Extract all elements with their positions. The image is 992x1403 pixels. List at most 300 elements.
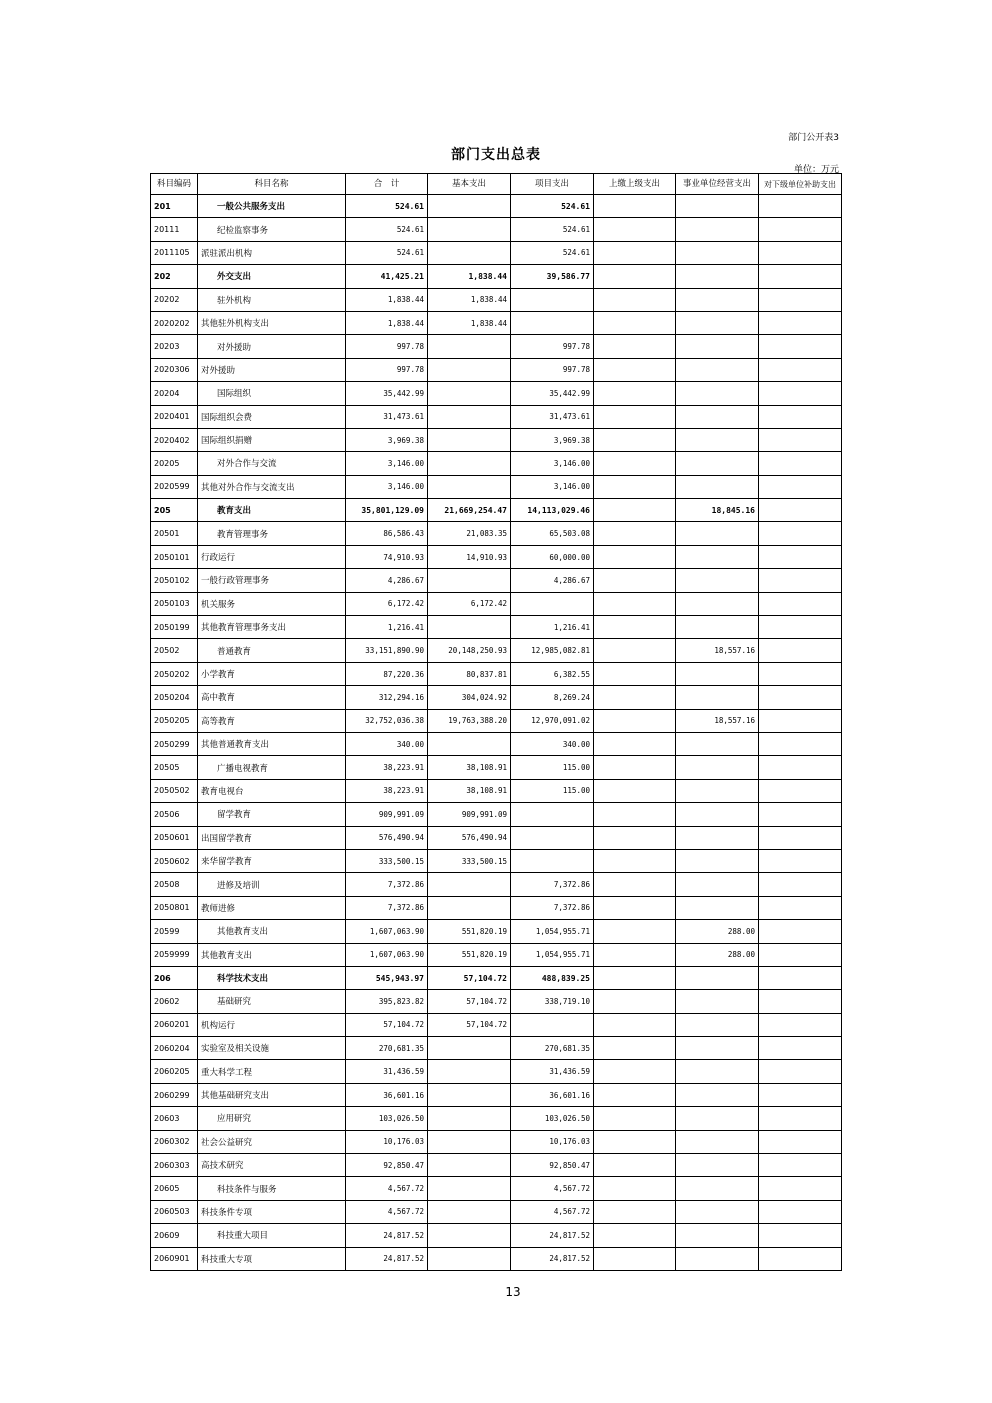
cell-business (676, 1177, 759, 1200)
cell-basic: 80,837.81 (428, 662, 511, 685)
cell-subsidy (759, 966, 842, 989)
table-row (151, 358, 842, 381)
cell-subsidy (759, 218, 842, 241)
cell-subsidy (759, 1247, 842, 1270)
cell-name: 高等教育 (198, 709, 346, 732)
cell-name: 国际组织捐赠 (198, 428, 346, 451)
cell-basic: 6,172.42 (428, 592, 511, 615)
cell-name: 纪检监察事务 (198, 218, 346, 241)
cell-basic (428, 1060, 511, 1083)
cell-name: 教育支出 (198, 499, 346, 522)
cell-total: 3,969.38 (346, 428, 428, 451)
cell-business (676, 522, 759, 545)
cell-upper (594, 732, 676, 755)
cell-upper (594, 195, 676, 218)
table-row (151, 1130, 842, 1153)
cell-total: 31,473.61 (346, 405, 428, 428)
cell-business: 18,845.16 (676, 499, 759, 522)
unit-label: 单位：万元 (793, 165, 839, 175)
cell-business (676, 1083, 759, 1106)
cell-subsidy (759, 1130, 842, 1153)
cell-basic (428, 873, 511, 896)
cell-code: 20202 (151, 288, 198, 311)
cell-project: 7,372.86 (511, 896, 594, 919)
cell-business: 288.00 (676, 920, 759, 943)
table-row (151, 873, 842, 896)
cell-total: 36,601.16 (346, 1083, 428, 1106)
cell-subsidy (759, 335, 842, 358)
cell-total: 41,425.21 (346, 265, 428, 288)
cell-upper (594, 966, 676, 989)
cell-name: 其他对外合作与交流支出 (198, 475, 346, 498)
table-row (151, 428, 842, 451)
cell-subsidy (759, 803, 842, 826)
cell-basic: 1,838.44 (428, 288, 511, 311)
cell-upper (594, 1130, 676, 1153)
cell-code: 205 (151, 499, 198, 522)
cell-upper (594, 452, 676, 475)
cell-project: 997.78 (511, 335, 594, 358)
cell-subsidy (759, 896, 842, 919)
cell-total: 395,823.82 (346, 990, 428, 1013)
cell-code: 206 (151, 966, 198, 989)
cell-subsidy (759, 686, 842, 709)
table-row (151, 288, 842, 311)
cell-basic (428, 1247, 511, 1270)
cell-code: 2050202 (151, 662, 198, 685)
cell-business (676, 1013, 759, 1036)
cell-project (511, 311, 594, 334)
cell-business (676, 896, 759, 919)
cell-upper (594, 265, 676, 288)
cell-upper (594, 826, 676, 849)
cell-name: 留学教育 (198, 803, 346, 826)
cell-subsidy (759, 311, 842, 334)
cell-upper (594, 569, 676, 592)
cell-project (511, 1013, 594, 1036)
cell-upper (594, 475, 676, 498)
cell-name: 对外援助 (198, 335, 346, 358)
cell-code: 2050299 (151, 732, 198, 755)
cell-upper (594, 756, 676, 779)
cell-basic (428, 1177, 511, 1200)
cell-code: 2020202 (151, 311, 198, 334)
cell-subsidy (759, 428, 842, 451)
cell-total: 524.61 (346, 241, 428, 264)
cell-basic: 20,148,250.93 (428, 639, 511, 662)
cell-business: 18,557.16 (676, 639, 759, 662)
cell-business (676, 1107, 759, 1130)
cell-basic: 304,024.92 (428, 686, 511, 709)
cell-basic (428, 896, 511, 919)
cell-upper (594, 405, 676, 428)
cell-project: 3,146.00 (511, 452, 594, 475)
cell-upper (594, 522, 676, 545)
cell-total: 576,490.94 (346, 826, 428, 849)
cell-code: 20501 (151, 522, 198, 545)
cell-subsidy (759, 545, 842, 568)
cell-total: 7,372.86 (346, 896, 428, 919)
cell-upper (594, 686, 676, 709)
table-row (151, 218, 842, 241)
cell-project: 12,970,091.02 (511, 709, 594, 732)
cell-project: 10,176.03 (511, 1130, 594, 1153)
table-row (151, 943, 842, 966)
cell-upper (594, 616, 676, 639)
cell-basic: 57,104.72 (428, 1013, 511, 1036)
cell-project: 103,026.50 (511, 1107, 594, 1130)
cell-code: 20205 (151, 452, 198, 475)
cell-upper (594, 358, 676, 381)
cell-project: 1,216.41 (511, 616, 594, 639)
cell-basic (428, 569, 511, 592)
cell-upper (594, 1107, 676, 1130)
cell-basic (428, 335, 511, 358)
cell-subsidy (759, 195, 842, 218)
table-row (151, 990, 842, 1013)
cell-basic: 19,763,388.20 (428, 709, 511, 732)
cell-code: 2050205 (151, 709, 198, 732)
cell-project: 65,503.08 (511, 522, 594, 545)
page-number: 13 (505, 1285, 521, 1299)
cell-name: 其他基础研究支出 (198, 1083, 346, 1106)
cell-basic (428, 1130, 511, 1153)
cell-upper (594, 849, 676, 872)
table-row (151, 1154, 842, 1177)
cell-name: 科技条件专项 (198, 1200, 346, 1223)
cell-upper (594, 920, 676, 943)
cell-total: 997.78 (346, 335, 428, 358)
cell-upper (594, 545, 676, 568)
cell-project: 270,681.35 (511, 1037, 594, 1060)
header-business: 事业单位经营支出 (676, 174, 759, 195)
cell-project: 36,601.16 (511, 1083, 594, 1106)
cell-code: 2050502 (151, 779, 198, 802)
cell-business (676, 1224, 759, 1247)
cell-project: 31,473.61 (511, 405, 594, 428)
cell-code: 201 (151, 195, 198, 218)
cell-project: 35,442.99 (511, 382, 594, 405)
cell-basic (428, 195, 511, 218)
cell-business (676, 1200, 759, 1223)
cell-project: 39,586.77 (511, 265, 594, 288)
cell-project: 3,146.00 (511, 475, 594, 498)
cell-basic (428, 452, 511, 475)
cell-basic (428, 241, 511, 264)
cell-total: 32,752,036.38 (346, 709, 428, 732)
cell-business (676, 288, 759, 311)
cell-code: 20204 (151, 382, 198, 405)
cell-name: 进修及培训 (198, 873, 346, 896)
cell-name: 社会公益研究 (198, 1130, 346, 1153)
cell-business: 18,557.16 (676, 709, 759, 732)
cell-business (676, 966, 759, 989)
cell-code: 20505 (151, 756, 198, 779)
cell-project: 24,817.52 (511, 1247, 594, 1270)
cell-total: 909,991.09 (346, 803, 428, 826)
cell-code: 2020402 (151, 428, 198, 451)
cell-business (676, 475, 759, 498)
table-row (151, 686, 842, 709)
cell-upper (594, 382, 676, 405)
cell-code: 20602 (151, 990, 198, 1013)
cell-upper (594, 1177, 676, 1200)
cell-project (511, 803, 594, 826)
cell-basic (428, 428, 511, 451)
form-number: 部门公开表3 (788, 133, 839, 143)
cell-business (676, 265, 759, 288)
cell-subsidy (759, 522, 842, 545)
table-row (151, 709, 842, 732)
cell-name: 国际组织 (198, 382, 346, 405)
cell-upper (594, 1083, 676, 1106)
cell-name: 重大科学工程 (198, 1060, 346, 1083)
cell-subsidy (759, 616, 842, 639)
table-row (151, 920, 842, 943)
cell-code: 2011105 (151, 241, 198, 264)
cell-basic: 38,108.91 (428, 756, 511, 779)
cell-code: 20111 (151, 218, 198, 241)
cell-name: 一般公共服务支出 (198, 195, 346, 218)
cell-project: 92,850.47 (511, 1154, 594, 1177)
cell-name: 机关服务 (198, 592, 346, 615)
cell-total: 1,607,063.90 (346, 943, 428, 966)
cell-subsidy (759, 1177, 842, 1200)
cell-code: 20502 (151, 639, 198, 662)
cell-name: 广播电视教育 (198, 756, 346, 779)
cell-total: 10,176.03 (346, 1130, 428, 1153)
cell-basic: 38,108.91 (428, 779, 511, 802)
table-row (151, 1037, 842, 1060)
cell-code: 2060205 (151, 1060, 198, 1083)
cell-code: 2060302 (151, 1130, 198, 1153)
table-row (151, 1247, 842, 1270)
cell-code: 20603 (151, 1107, 198, 1130)
table-row (151, 826, 842, 849)
cell-name: 科学技术支出 (198, 966, 346, 989)
cell-total: 24,817.52 (346, 1224, 428, 1247)
cell-project (511, 592, 594, 615)
cell-total: 4,567.72 (346, 1177, 428, 1200)
cell-project (511, 288, 594, 311)
cell-subsidy (759, 873, 842, 896)
cell-upper (594, 896, 676, 919)
cell-code: 2050102 (151, 569, 198, 592)
cell-code: 2020401 (151, 405, 198, 428)
cell-project: 524.61 (511, 195, 594, 218)
cell-basic (428, 1037, 511, 1060)
cell-name: 派驻派出机构 (198, 241, 346, 264)
cell-total: 340.00 (346, 732, 428, 755)
cell-name: 其他驻外机构支出 (198, 311, 346, 334)
cell-code: 20508 (151, 873, 198, 896)
cell-project: 115.00 (511, 779, 594, 802)
cell-business (676, 826, 759, 849)
cell-total: 103,026.50 (346, 1107, 428, 1130)
cell-business (676, 311, 759, 334)
cell-business (676, 779, 759, 802)
table-row (151, 569, 842, 592)
cell-basic: 14,910.93 (428, 545, 511, 568)
table-row (151, 1224, 842, 1247)
cell-upper (594, 1013, 676, 1036)
cell-name: 教师进修 (198, 896, 346, 919)
cell-name: 对外合作与交流 (198, 452, 346, 475)
cell-subsidy (759, 1107, 842, 1130)
table-row (151, 896, 842, 919)
header-basic: 基本支出 (428, 174, 511, 195)
cell-business (676, 686, 759, 709)
cell-upper (594, 499, 676, 522)
cell-code: 2050602 (151, 849, 198, 872)
cell-business (676, 452, 759, 475)
cell-name: 国际组织会费 (198, 405, 346, 428)
cell-name: 其他教育支出 (198, 920, 346, 943)
cell-code: 20203 (151, 335, 198, 358)
cell-code: 2060201 (151, 1013, 198, 1036)
cell-total: 1,607,063.90 (346, 920, 428, 943)
cell-upper (594, 335, 676, 358)
cell-total: 4,286.67 (346, 569, 428, 592)
cell-basic: 21,083.35 (428, 522, 511, 545)
cell-project: 12,985,082.81 (511, 639, 594, 662)
cell-subsidy (759, 709, 842, 732)
cell-code: 20609 (151, 1224, 198, 1247)
cell-subsidy (759, 569, 842, 592)
cell-name: 行政运行 (198, 545, 346, 568)
cell-upper (594, 873, 676, 896)
table-row (151, 499, 842, 522)
cell-name: 普通教育 (198, 639, 346, 662)
cell-code: 2050103 (151, 592, 198, 615)
cell-upper (594, 709, 676, 732)
cell-subsidy (759, 265, 842, 288)
cell-business (676, 803, 759, 826)
cell-basic (428, 358, 511, 381)
table-row (151, 1107, 842, 1130)
cell-basic (428, 405, 511, 428)
cell-total: 1,216.41 (346, 616, 428, 639)
table-row (151, 195, 842, 218)
cell-upper (594, 639, 676, 662)
table-row (151, 779, 842, 802)
cell-name: 机构运行 (198, 1013, 346, 1036)
cell-basic: 333,500.15 (428, 849, 511, 872)
cell-business (676, 569, 759, 592)
cell-total: 57,104.72 (346, 1013, 428, 1036)
table-row (151, 475, 842, 498)
cell-subsidy (759, 826, 842, 849)
cell-project: 1,054,955.71 (511, 943, 594, 966)
cell-upper (594, 1224, 676, 1247)
cell-total: 74,910.93 (346, 545, 428, 568)
cell-business (676, 1154, 759, 1177)
cell-subsidy (759, 1013, 842, 1036)
table-row (151, 265, 842, 288)
cell-business: 288.00 (676, 943, 759, 966)
cell-upper (594, 428, 676, 451)
cell-subsidy (759, 475, 842, 498)
cell-subsidy (759, 943, 842, 966)
cell-project: 24,817.52 (511, 1224, 594, 1247)
header-upper: 上缴上级支出 (594, 174, 676, 195)
cell-code: 2050601 (151, 826, 198, 849)
cell-total: 312,294.16 (346, 686, 428, 709)
cell-code: 202 (151, 265, 198, 288)
cell-code: 2060901 (151, 1247, 198, 1270)
cell-name: 教育电视台 (198, 779, 346, 802)
table-row (151, 966, 842, 989)
cell-code: 2050101 (151, 545, 198, 568)
table-header-row (151, 174, 842, 195)
cell-basic: 57,104.72 (428, 966, 511, 989)
cell-project: 14,113,029.46 (511, 499, 594, 522)
cell-total: 33,151,890.90 (346, 639, 428, 662)
cell-name: 高技术研究 (198, 1154, 346, 1177)
cell-basic: 576,490.94 (428, 826, 511, 849)
table-row (151, 335, 842, 358)
cell-business (676, 1130, 759, 1153)
cell-upper (594, 1154, 676, 1177)
cell-subsidy (759, 732, 842, 755)
cell-name: 教育管理事务 (198, 522, 346, 545)
cell-upper (594, 943, 676, 966)
cell-code: 2059999 (151, 943, 198, 966)
cell-business (676, 1037, 759, 1060)
cell-upper (594, 1247, 676, 1270)
cell-code: 20506 (151, 803, 198, 826)
table-row (151, 732, 842, 755)
cell-business (676, 662, 759, 685)
cell-total: 1,838.44 (346, 288, 428, 311)
cell-upper (594, 1037, 676, 1060)
cell-basic: 551,820.19 (428, 943, 511, 966)
header-subsidy: 对下级单位补助支出 (759, 174, 842, 195)
cell-upper (594, 592, 676, 615)
cell-code: 2050801 (151, 896, 198, 919)
cell-code: 2020306 (151, 358, 198, 381)
cell-business (676, 990, 759, 1013)
cell-basic: 1,838.44 (428, 265, 511, 288)
cell-total: 86,586.43 (346, 522, 428, 545)
table-row (151, 452, 842, 475)
table-row (151, 592, 842, 615)
cell-project: 4,567.72 (511, 1200, 594, 1223)
cell-basic (428, 475, 511, 498)
cell-name: 出国留学教育 (198, 826, 346, 849)
cell-project: 524.61 (511, 241, 594, 264)
cell-name: 科技重大专项 (198, 1247, 346, 1270)
cell-business (676, 545, 759, 568)
cell-name: 来华留学教育 (198, 849, 346, 872)
cell-name: 应用研究 (198, 1107, 346, 1130)
cell-subsidy (759, 1154, 842, 1177)
cell-subsidy (759, 358, 842, 381)
cell-project: 997.78 (511, 358, 594, 381)
cell-total: 92,850.47 (346, 1154, 428, 1177)
cell-business (676, 1247, 759, 1270)
table-row (151, 1083, 842, 1106)
cell-basic (428, 218, 511, 241)
table-row (151, 311, 842, 334)
table-body (151, 195, 842, 1271)
cell-subsidy (759, 990, 842, 1013)
cell-project: 488,839.25 (511, 966, 594, 989)
cell-basic: 909,991.09 (428, 803, 511, 826)
cell-code: 20605 (151, 1177, 198, 1200)
cell-subsidy (759, 1060, 842, 1083)
cell-project: 340.00 (511, 732, 594, 755)
